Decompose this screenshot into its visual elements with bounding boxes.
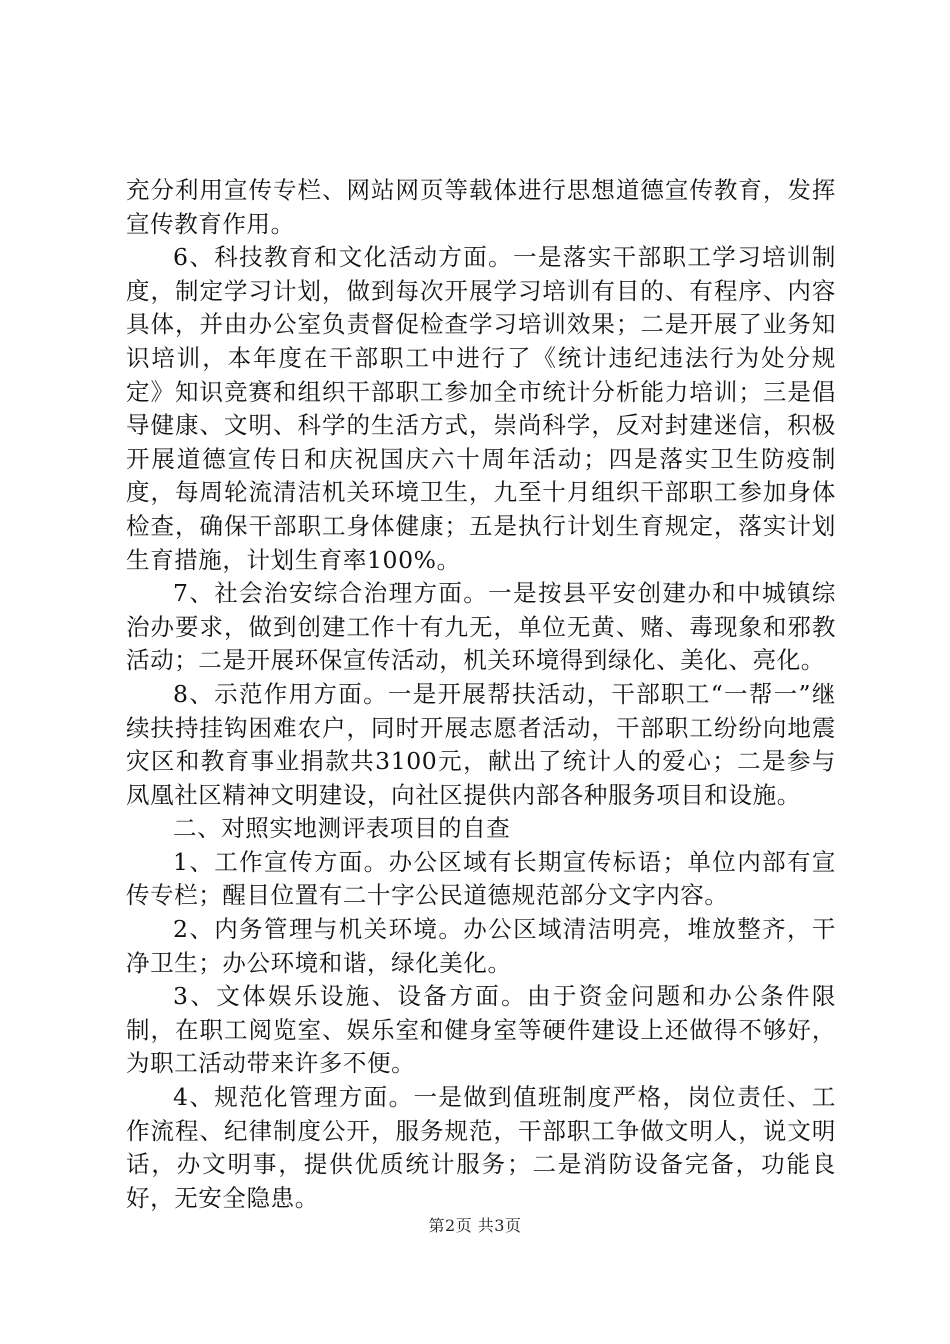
page-number-footer: 第2页 共3页 [428, 1216, 522, 1235]
paragraph-7: 2、内务管理与机关环境。办公区域清洁明亮，堆放整齐，干净卫生；办公环境和谐，绿化美化。 [126, 915, 836, 977]
paragraph-1: 充分利用宣传专栏、网站网页等载体进行思想道德宣传教育，发挥宣传教育作用。 [126, 176, 836, 238]
document-body [126, 174, 836, 1215]
paragraph-9: 4、规范化管理方面。一是做到值班制度严格，岗位责任、工作流程、纪律制度公开，服务规范，干部职工争做文明人，说文明话，办文明事，提供优质统计服务；二是消防设备完备，功能良好，无安全隐患。 [126, 1083, 836, 1212]
paragraph-6: 1、工作宣传方面。办公区域有长期宣传标语；单位内部有宣传专栏；醒目位置有二十字公民道德规范部分文字内容。 [126, 847, 836, 910]
paragraph-4: 8、示范作用方面。一是开展帮扶活动，干部职工“一帮一”继续扶持挂钩困难农户，同时开展志愿者活动，干部职工纷纷向地震灾区和教育事业捐款共3100元，献出了统计人的爱心；二是参与凤凰社区精神文明建设，向社区提供内部各种服务项目和设施。 [126, 679, 836, 809]
paragraph-3: 7、社会治安综合治理方面。一是按县平安创建办和中城镇综治办要求，做到创建工作十有九无，单位无黄、赌、毒现象和邪教活动；二是开展环保宣传活动，机关环境得到绿化、美化、亮化。 [126, 579, 836, 675]
paragraph-8: 3、文体娱乐设施、设备方面。由于资金问题和办公条件限制，在职工阅览室、娱乐室和健身室等硬件建设上还做得不够好，为职工活动带来许多不便。 [126, 982, 836, 1078]
paragraph-2: 6、科技教育和文化活动方面。一是落实干部职工学习培训制度，制定学习计划，做到每次开展学习培训有目的、有程序、内容具体，并由办公室负责督促检查学习培训效果；二是开展了业务知识培训，本年度在干部职工中进行了《统计违纪违法行为处分规定》知识竞赛和组织干部职工参加全市统计分析能力培训；三是倡导健康、文明、科学的生活方式，崇尚科学，反对封建迷信，积极开展道德宣传日和庆祝国庆六十周年活动；四是落实卫生防疫制度，每周轮流清洁机关环境卫生，九至十月组织干部职工参加身体检查，确保干部职工身体健康；五是执行计划生育规定，落实计划生育措施，计划生育率100%。 [126, 243, 836, 574]
section-heading: 二、对照实地测评表项目的自查 [173, 814, 511, 843]
